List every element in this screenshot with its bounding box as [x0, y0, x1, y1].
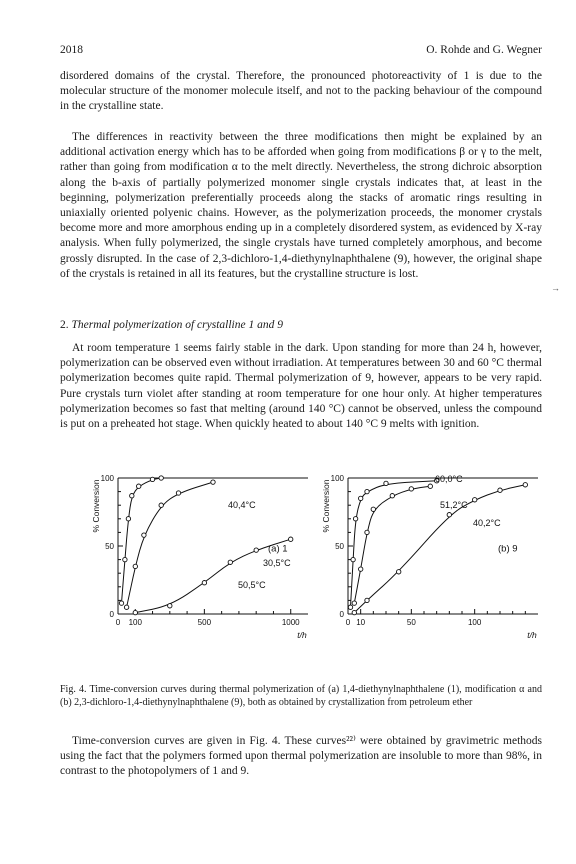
panel-a-data-point	[289, 537, 293, 541]
panel-a-data-point	[211, 480, 215, 484]
margin-arrow-mark: →	[551, 283, 560, 293]
panel-a-series-label: 50,5°C	[238, 580, 266, 590]
panel-a-data-point	[150, 477, 154, 481]
panel-a-y-tick-label: 0	[109, 610, 114, 619]
panel-a-series-label: 40,4°C	[228, 500, 256, 510]
panel-a-data-point	[119, 601, 123, 605]
panel-a-y-tick-label: 50	[105, 542, 114, 551]
page-number: 2018	[60, 44, 83, 56]
panel-a-data-point	[133, 564, 137, 568]
panel-b-series-label: 40,2°C	[473, 518, 501, 528]
panel-b-data-point	[365, 489, 369, 493]
panel-b-data-point	[348, 605, 352, 609]
figure-4	[88, 466, 540, 666]
panel-b-data-point	[365, 530, 369, 534]
panel-b-y-tick-label: 50	[335, 542, 344, 551]
panel-b-data-point	[359, 496, 363, 500]
panel-b-data-point	[371, 507, 375, 511]
panel-a-series-line-1	[127, 482, 213, 607]
panel-b-data-point	[523, 483, 527, 487]
panel-b-data-point	[384, 481, 388, 485]
panel-a-x-tick-label: 100	[128, 618, 142, 627]
panel-a-data-point	[130, 494, 134, 498]
panel-b-data-point	[397, 570, 401, 574]
panel-b-y-tick-label: 0	[339, 610, 344, 619]
panel-b-y-tick-label: 100	[330, 474, 344, 483]
panel-b-data-point	[352, 601, 356, 605]
panel-b-data-point	[409, 487, 413, 491]
panel-b-x-tick-label: 0	[345, 618, 351, 627]
panel-a-data-point	[254, 548, 258, 552]
figure-4-charts	[88, 466, 540, 666]
panel-a-data-point	[159, 503, 163, 507]
panel-a-data-point	[137, 484, 141, 488]
panel-a-series-label: 30,5°C	[263, 558, 291, 568]
panel-a-y-tick-label: 100	[100, 474, 114, 483]
figure-caption: Fig. 4. Time-conversion curves during thermal polymerization of (a) 1,4-diethynylnaphthalene (1), modification α and (b) 2,3-dichloro-1,4-diethynylnaphthalene (9), both as obtained by crystallization from petroleum ether	[60, 684, 542, 708]
panel-b-data-point	[447, 513, 451, 517]
panel-a-data-point	[202, 581, 206, 585]
body-paragraph-3: At room temperature 1 seems fairly stable in the dark. Upon standing for more than 24 h, however, polymerization can be observed even without irradiation. At temperatures between 30 and 60 °C thermal polymerization becomes quite rapid. Thermal polymerization of 9, however, appears to be very rapid. Pure crystals turn violet after standing at room temperature for one hour only. At higher temperatures polymerization becomes so fast that melting (around 140 °C) cannot be observed, unless the compound is put on a preheated hot stage. When quickly heated to about 140 °C 9 melts with ignition.	[60, 342, 542, 431]
panel-b-x-tick-label: 50	[406, 618, 416, 627]
panel-a-panel-label: (a) 1	[268, 543, 288, 555]
panel-a-data-point	[176, 491, 180, 495]
panel-b-data-point	[359, 567, 363, 571]
panel-b-x-tick-label: 10	[356, 618, 366, 627]
panel-a-data-point	[142, 533, 146, 537]
panel-a-data-point	[168, 604, 172, 608]
panel-a-data-point	[133, 610, 137, 614]
panel-a-data-point	[228, 560, 232, 564]
panel-a-x-tick-label: 500	[197, 618, 212, 627]
panel-b-series-label: 51,2°C	[440, 500, 468, 510]
running-head-authors: O. Rohde and G. Wegner	[426, 44, 542, 56]
panel-a-y-axis-label: % Conversion	[91, 479, 101, 533]
panel-b-data-point	[390, 494, 394, 498]
panel-b-series-line-1	[354, 486, 430, 603]
panel-a-data-point	[159, 476, 163, 480]
panel-a-x-axis-label: t/h	[297, 630, 307, 640]
panel-b-y-axis-label: % Conversion	[321, 479, 331, 533]
panel-a-series-line-0	[122, 478, 162, 603]
panel-b-series-label: 60,0°C	[435, 474, 463, 484]
panel-a-data-point	[123, 557, 127, 561]
panel-a-x-tick-label: 0	[115, 618, 121, 627]
panel-b-data-point	[365, 598, 369, 602]
body-paragraph-4: Time-conversion curves are given in Fig. 4. These curves²²⁾ were obtained by gravimetric methods using the fact that the polymers formed upon thermal polymerization are insoluble to more than 98%, in contrast to the photopolymers of 1 and 9.	[60, 735, 542, 778]
panel-b-data-point	[353, 517, 357, 521]
panel-a-data-point	[126, 517, 130, 521]
body-paragraph-1: disordered domains of the crystal. Therefore, the pronounced photoreactivity of 1 is due to the molecular structure of the monomer molecule itself, and not to the packing behaviour of the compound in the crystalline state.	[60, 70, 542, 113]
panel-b-data-point	[352, 610, 356, 614]
section-heading	[60, 319, 283, 331]
panel-b-data-point	[473, 498, 477, 502]
panel-b-data-point	[428, 484, 432, 488]
panel-b-panel-label: (b) 9	[498, 543, 518, 555]
panel-a-data-point	[124, 605, 128, 609]
panel-b-x-axis-label: t/h	[527, 630, 537, 640]
panel-b-x-tick-label: 100	[467, 618, 482, 627]
panel-a-x-tick-label: 1000	[281, 618, 300, 627]
panel-b-data-point	[351, 557, 355, 561]
section-number: 2.	[60, 319, 69, 331]
panel-b-data-point	[498, 488, 502, 492]
body-paragraph-2: The differences in reactivity between the three modifications then might be explained by an additional activation energy which has to be afforded when going from modifications β or γ to the melt, rather than going from modification α to the melt directly. Nevertheless, the strong dichroic absorption along the b-axis of partially polymerized monomer single crystals indicates that, at least in the beginning, polymerization preferentially proceeds along the stacks of aromatic rings resulting in uniaxially oriented polyenic chains. However, as the polymerization proceeds, the monomer crystals become more and more amorphous ending up in a completely disordered system, as evidenced by X-ray analysis. When fully polymerized, the single crystals have turned completely amorphous, and become grossly disrupted. In the case of 2,3-dichloro-1,4-diethynylnaphthalene (9), however, the original shape of the crystals is retained in all its features, but the crystalline structure is lost.	[60, 131, 542, 280]
section-title: Thermal polymerization of crystalline 1 and 9	[71, 319, 283, 331]
